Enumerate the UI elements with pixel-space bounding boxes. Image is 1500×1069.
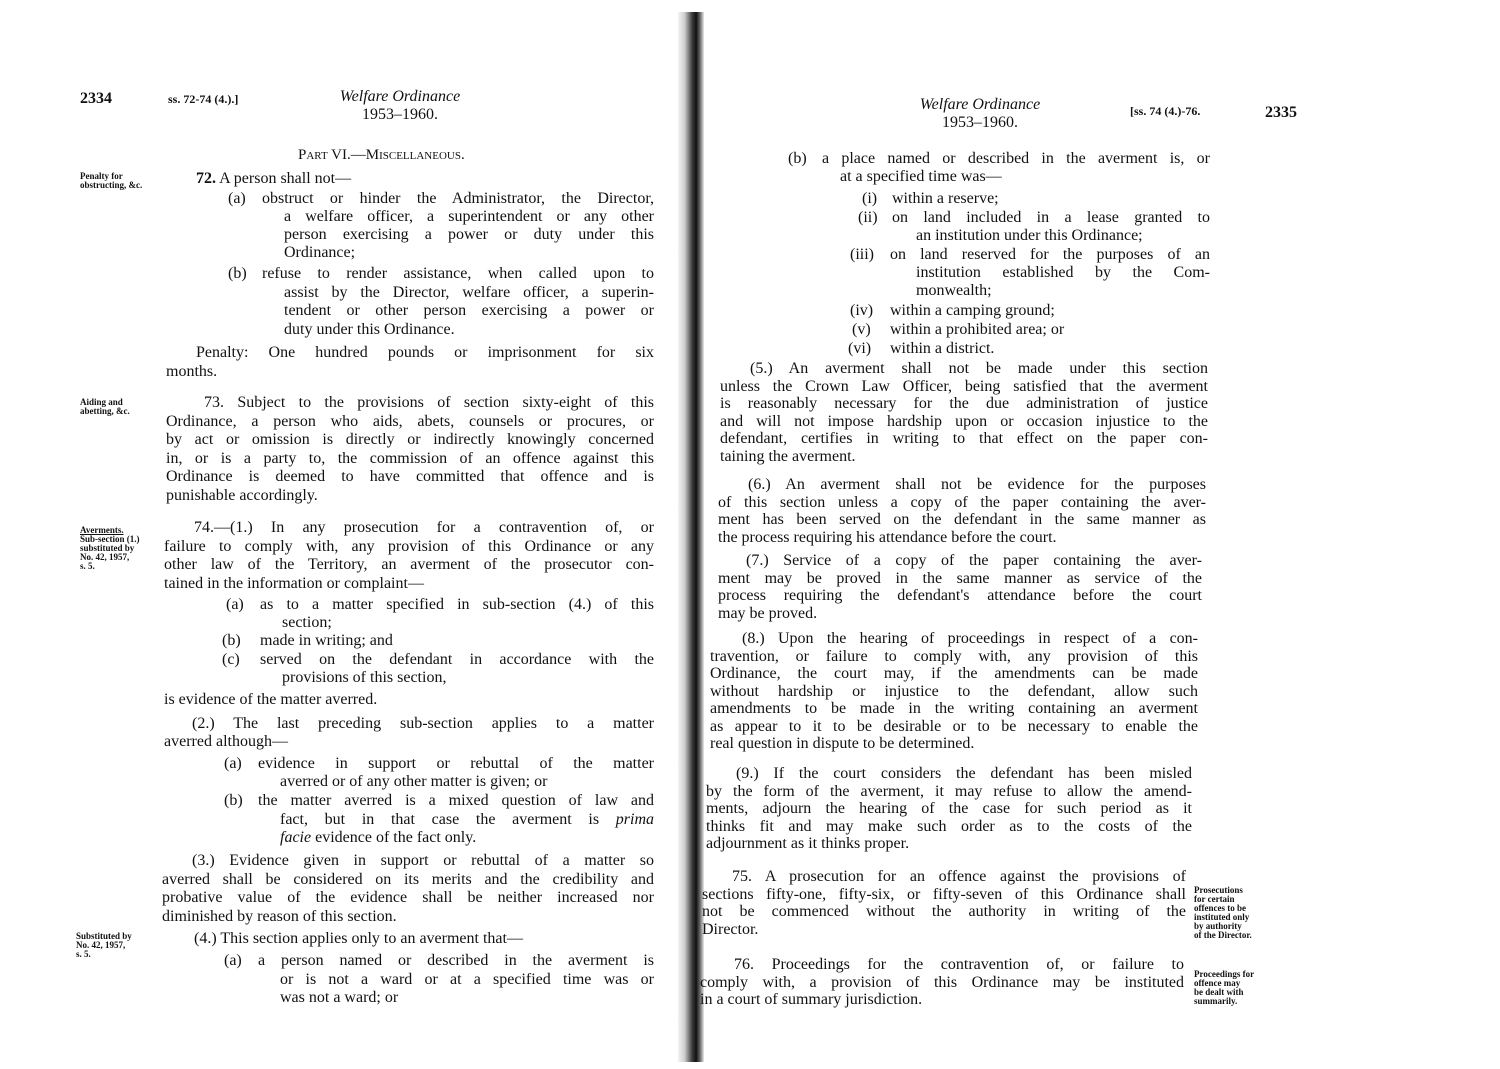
- s74-1-text: 74.—(1.) In any prosecution for a contravention of, or failure to comply with, any provision of this Ordinance or any other law of the Territory, an averment of the prosecutor con- tained in the information or complaint—: [164, 519, 654, 592]
- s74-6-text: (6.) An averment shall not be evidence for the purposes of this section unless a copy of the paper containing the aver- ment has been served on the defendant in the same manner as the process requiring his attendance before the court.: [718, 476, 1206, 546]
- s74-5-text: (5.) An averment shall not be made under this section unless the Crown Law Officer, being satisfied that the averment is reasonably necessary for the due administration of justice and will not impose hardship upon or occasion injustice to the defendant, certifies in writing to that effect on the paper con- taining the averment.: [720, 360, 1208, 465]
- item-v-label: (v): [852, 321, 871, 338]
- s74-1-b-label: (b): [222, 632, 241, 649]
- running-title: [880, 96, 1080, 132]
- item-v-text: within a prohibited area; or: [890, 321, 1065, 338]
- s74-1-end: is evidence of the matter averred.: [164, 691, 378, 708]
- page-number: 2334: [80, 90, 112, 107]
- s75-text: 75. A prosecution for an offence against the provisions of sections fifty-one, fifty-six, or fifty-seven of this Ordinance shall not be commenced without the authority in writing of the Director.: [702, 868, 1186, 938]
- s74-1-a-label: (a): [226, 596, 244, 613]
- margin-note-s74-4: Substituted by No. 42, 1957, s. 5.: [76, 931, 132, 959]
- s74-2-a-label: (a): [224, 755, 242, 772]
- b-text: a place named or described in the averment is, or at a specified time was—: [822, 150, 1210, 185]
- s74-1-c: served on the defendant in accordance with the provisions of this section,: [260, 651, 654, 686]
- s73-text: 73. Subject to the provisions of section sixty-eight of this Ordinance, a person who aids, abets, counsels or procures, or by act or omission is directly or indirectly knowingly concerned in, or is a party to, the commission of an offence against this Ordinance is deemed to have committed that offence and is punishable accordingly.: [166, 394, 654, 504]
- sections-reference: [ss. 74 (4.)-76.: [1130, 104, 1201, 118]
- margin-note-s75: Prosecutions for certain offences to be instituted only by authority of the Director.: [1194, 885, 1252, 940]
- s72-a: obstruct or hinder the Administrator, the Director, a welfare officer, a superintendent or any other person exercising a power or duty under this Ordinance;: [262, 190, 654, 261]
- item-iii-label: (iii): [850, 246, 874, 263]
- right-page: [700, 0, 1500, 1069]
- part-heading: Part VI.—Miscellaneous.: [298, 147, 465, 163]
- title-text: Welfare Ordinance: [919, 96, 1041, 113]
- s74-9-text: (9.) If the court considers the defendant has been misled by the form of the averment, it may refuse to allow the amend- ments, adjourn the hearing of the case for such period as it thinks fit and may make such order as to the costs of the adjournment as it thinks proper.: [706, 765, 1192, 852]
- item-ii-text: on land included in a lease granted to an institution under this Ordinance;: [892, 209, 1210, 244]
- item-iv-label: (iv): [850, 302, 874, 319]
- s72-penalty: Penalty: One hundred pounds or imprisonment for six months.: [166, 344, 654, 380]
- s74-4-a: a person named or described in the averment is or is not a ward or at a specified time was or was not a ward; or: [258, 952, 654, 1006]
- years-text: 1953–1960.: [362, 106, 438, 123]
- item-vi-label: (vi): [848, 340, 872, 357]
- s74-3-text: (3.) Evidence given in support or rebuttal of a matter so averred shall be considered on its merits and the credibility and probative value of the evidence shall be neither increased nor diminished by reason of this section.: [162, 852, 654, 925]
- s74-4-text: (4.) This section applies only to an averment that—: [194, 930, 523, 947]
- s74-1-a: as to a matter specified in sub-section (4.) of this section;: [260, 596, 654, 631]
- margin-note-s72: Penalty for obstructing, &c.: [80, 171, 143, 190]
- s74-1-c-label: (c): [222, 651, 240, 668]
- running-title: [300, 88, 500, 124]
- item-ii-label: (ii): [858, 209, 878, 226]
- s74-4-a-label: (a): [224, 952, 242, 969]
- item-i-label: (i): [862, 190, 878, 207]
- s76-text: 76. Proceedings for the contravention of, or failure to comply with, a provision of this Ordinance may be instituted in a court of summary jurisdiction.: [700, 956, 1184, 1008]
- margin-note-s73: Aiding and abetting, &c.: [80, 397, 130, 416]
- s74-2-a: evidence in support or rebuttal of the matter averred or of any other matter is given; or: [258, 755, 654, 790]
- s72-heading: 72. A person shall not—: [196, 170, 352, 187]
- margin-note-s74: Averments. Sub-section (1.) substituted by No. 42, 1957, s. 5.: [80, 525, 140, 571]
- s72-a-label: (a): [228, 190, 246, 207]
- s72-b-label: (b): [228, 265, 247, 282]
- s74-2-text: (2.) The last preceding sub-section applies to a matter averred although—: [164, 715, 654, 750]
- s72-b: refuse to render assistance, when called upon to assist by the Director, welfare officer, a superin- tendent or other person exercising a power or duty under this Ordinance.: [262, 265, 654, 338]
- item-iii-text: on land reserved for the purposes of an institution established by the Com- monwealth;: [890, 246, 1210, 299]
- item-iv-text: within a camping ground;: [890, 302, 1055, 319]
- b-label: (b): [788, 150, 807, 167]
- s74-2-b: the matter averred is a mixed question of law and fact, but in that case the averment is prima facie evidence of the fact only.: [258, 792, 654, 846]
- item-vi-text: within a district.: [890, 340, 995, 357]
- s74-7-text: (7.) Service of a copy of the paper containing the aver- ment may be proved in the same manner as service of the process requiring the defendant's attendance before the court may be proved.: [718, 552, 1202, 622]
- page-number: 2335: [1265, 104, 1297, 121]
- sections-reference: ss. 72-74 (4.).]: [168, 92, 239, 106]
- title-text: Welfare Ordinance: [339, 88, 461, 105]
- item-i-text: within a reserve;: [892, 190, 999, 207]
- s74-2-b-label: (b): [224, 792, 243, 809]
- margin-note-s76: Proceedings for offence may be dealt with summarily.: [1194, 969, 1255, 1006]
- years-text: 1953–1960.: [942, 114, 1018, 131]
- s74-8-text: (8.) Upon the hearing of proceedings in respect of a con- travention, or failure to comply with, any provision of this Ordinance, the court may, if the amendments can be made without hardship or injustice to the defendant, allow such amendments to be made in the writing containing an averment as appear to it to be desirable or to be necessary to enable the real question in dispute to be determined.: [710, 630, 1198, 752]
- left-page: [0, 0, 680, 1069]
- s74-1-b: made in writing; and: [260, 632, 393, 649]
